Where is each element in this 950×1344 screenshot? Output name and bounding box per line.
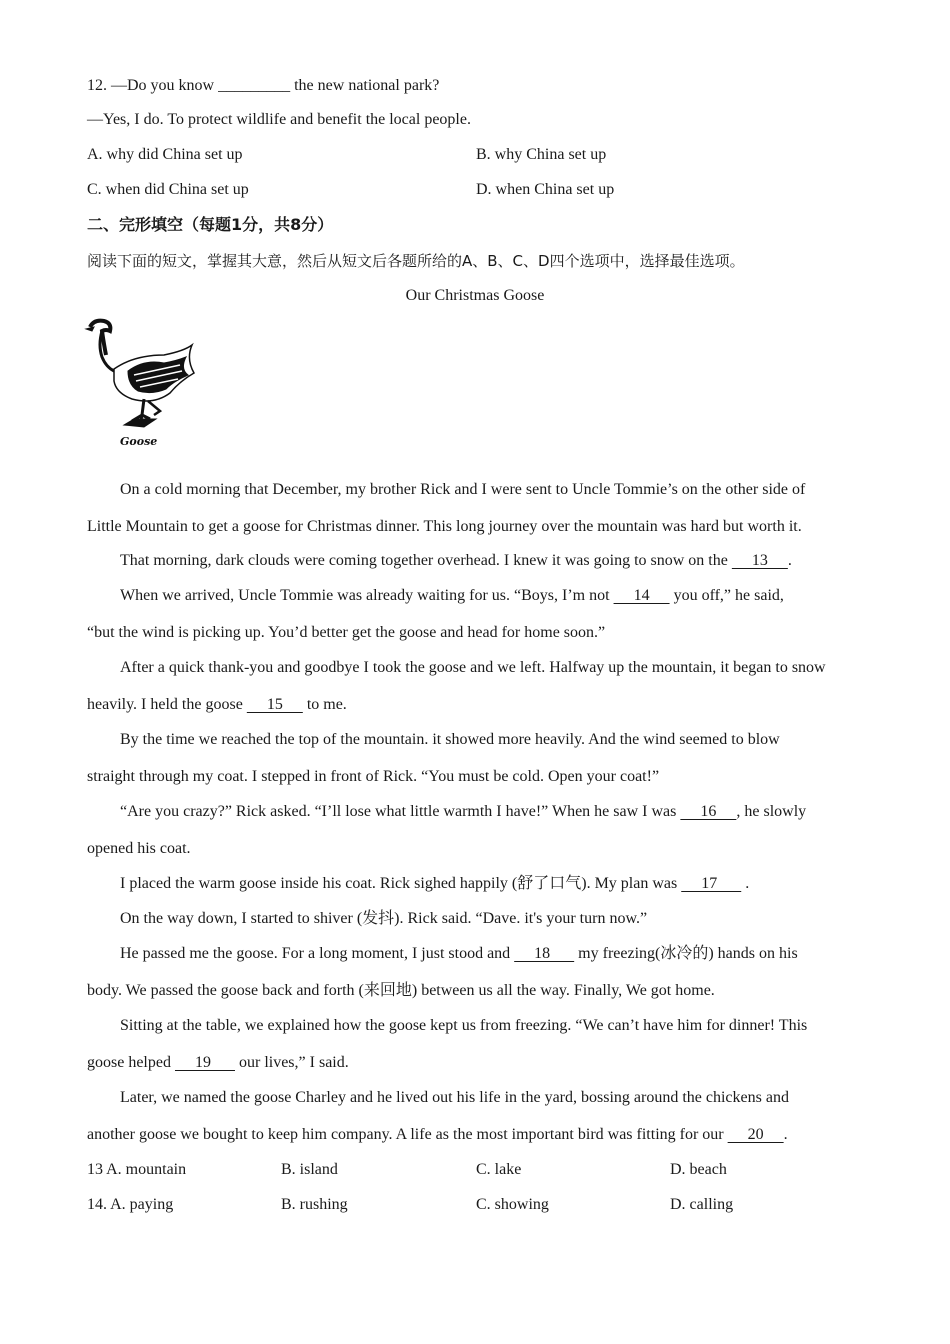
passage-line: body. We passed the goose back and forth (来回地) between us all the way. Finally, We got home. bbox=[87, 982, 715, 999]
q13-option-d: D. beach bbox=[670, 1161, 727, 1178]
passage-line: After a quick thank-you and goodbye I took the goose and we left. Halfway up the mountain, it began to snow bbox=[120, 659, 826, 676]
q13-option-c: C. lake bbox=[476, 1161, 522, 1178]
passage-line: opened his coat. bbox=[87, 840, 191, 857]
q13-option-b: B. island bbox=[281, 1161, 338, 1178]
q14-option-b: B. rushing bbox=[281, 1196, 348, 1213]
blank-15: 15 bbox=[246, 696, 303, 713]
passage-line: another goose we bought to keep him company. A life as the most important bird was fitting for our 20 . bbox=[87, 1126, 788, 1143]
passage-line: straight through my coat. I stepped in front of Rick. “You must be cold. Open your coat!” bbox=[87, 768, 660, 785]
q14-option-c: C. showing bbox=[476, 1196, 549, 1213]
goose-illustration bbox=[84, 315, 200, 453]
passage-line: Sitting at the table, we explained how the goose kept us from freezing. “We can’t have him for dinner! This bbox=[120, 1017, 808, 1034]
passage-line: goose helped 19 our lives,” I said. bbox=[87, 1054, 349, 1071]
q12-option-c: C. when did China set up bbox=[87, 181, 249, 198]
q14-option-a: 14. A. paying bbox=[87, 1196, 174, 1213]
passage-line: By the time we reached the top of the mountain. it showed more heavily. And the wind seemed to blow bbox=[120, 731, 780, 748]
q13-option-a: 13 A. mountain bbox=[87, 1161, 187, 1178]
passage-line: When we arrived, Uncle Tommie was already waiting for us. “Boys, I’m not 14 you off,” he said, bbox=[120, 587, 784, 604]
q12-option-a: A. why did China set up bbox=[87, 146, 243, 163]
goose-caption: Goose bbox=[120, 435, 158, 448]
section-heading: 二、完形填空（每题1分，共8分） bbox=[87, 215, 334, 234]
q12-answer: —Yes, I do. To protect wildlife and benefit the local people. bbox=[87, 111, 471, 128]
blank-19: 19 bbox=[174, 1054, 235, 1071]
passage-line: Little Mountain to get a goose for Christmas dinner. This long journey over the mountain was hard but worth it. bbox=[87, 518, 802, 535]
blank-17: 17 bbox=[681, 875, 742, 892]
passage-line: On a cold morning that December, my brother Rick and I were sent to Uncle Tommie’s on the other side of bbox=[120, 481, 806, 498]
passage-line: He passed me the goose. For a long moment, I just stood and 18 my freezing(冰冷的) hands on his bbox=[120, 945, 798, 962]
passage-line: “but the wind is picking up. You’d better get the goose and head for home soon.” bbox=[87, 624, 606, 641]
q14-option-d: D. calling bbox=[670, 1196, 734, 1213]
passage-line: That morning, dark clouds were coming together overhead. I knew it was going to snow on the 13 . bbox=[120, 552, 792, 569]
passage-line: I placed the warm goose inside his coat. Rick sighed happily (舒了口气). My plan was 17 . bbox=[120, 875, 750, 892]
blank-20: 20 bbox=[727, 1126, 784, 1143]
q12-option-d: D. when China set up bbox=[476, 181, 615, 198]
blank-18: 18 bbox=[514, 945, 575, 962]
passage-line: “Are you crazy?” Rick asked. “I’ll lose what little warmth I have!” When he saw I was 16 , he slowly bbox=[120, 803, 807, 820]
section-instruction: 阅读下面的短文，掌握其大意，然后从短文后各题所给的A、B、C、D四个选项中，选择最佳选项。 bbox=[87, 252, 745, 270]
blank-14: 14 bbox=[613, 587, 670, 604]
blank-13: 13 bbox=[731, 552, 788, 569]
passage-line: heavily. I held the goose 15 to me. bbox=[87, 696, 347, 713]
passage-line: On the way down, I started to shiver (发抖). Rick said. “Dave. it's your turn now.” bbox=[120, 910, 648, 927]
passage-line: Later, we named the goose Charley and he lived out his life in the yard, bossing around the chickens and bbox=[120, 1089, 789, 1106]
q12-option-b: B. why China set up bbox=[476, 146, 607, 163]
passage-title: Our Christmas Goose bbox=[405, 287, 545, 304]
q12-stem: 12. —Do you know _________ the new national park? bbox=[87, 77, 440, 94]
blank-16: 16 bbox=[680, 803, 737, 820]
